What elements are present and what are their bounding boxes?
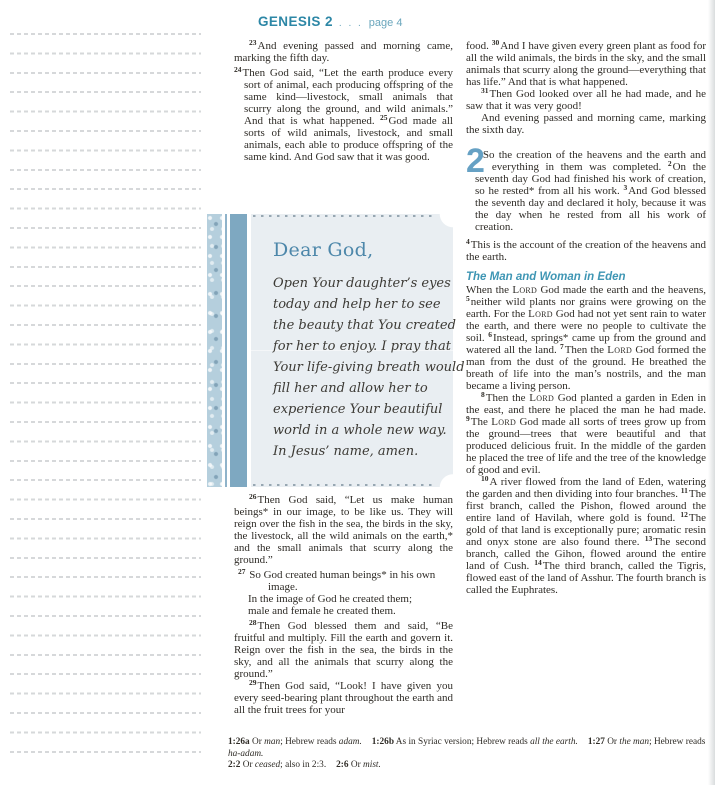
page-header-book: GENESIS 2 [258, 14, 333, 29]
verse-paragraph-8-9: $^8$Then the Lord God planted a garden in Eden in the east, and there he placed the man he had made. $^9$The Lord God made all sorts of trees grow up from the ground—trees that were beautiful and that produced delicious fruit. In the middle of the garden he placed the tree of life and the tree of the knowledge of good and evil. [466, 390, 706, 476]
footnotes [228, 737, 710, 772]
footnote-line: 1:26a Or man; Hebrew reads adam. 1:26b As in Syriac version; Hebrew reads all the earth. 1:27 Or the man; Hebrew reads ha-adam. [228, 737, 706, 759]
prayer-box-dotted-border-top [253, 215, 435, 217]
verse-paragraph-28: $^{28}$Then God blessed them and said, “Be fruitful and multiply. Fill the earth and govern it. Reign over the fish in the sea, the birds in the sky, and all the animals that scurry along the ground.” [234, 618, 453, 680]
prayer-box [207, 214, 465, 487]
verse-paragraph-5-7: When the Lord God made the earth and the heavens, $^5$neither wild plants nor grains were growing on the earth. For the Lord God had not yet sent rain to water the earth, and there were no people to cultivate the soil. $^6$Instead, springs* came up from the ground and watered all the land. $^7$Then the Lord God formed the man from the dust of the ground. He breathed the breath of life into the man’s nostrils, and the man became a living person. [466, 284, 707, 392]
verse-paragraph-evening: And evening passed and morning came, marking the sixth day. [466, 112, 706, 136]
left-column-lower [234, 494, 453, 716]
poetry-line: In the image of God he created them; [248, 593, 413, 605]
prayer-box-title: Dear God, [273, 239, 374, 261]
prayer-line: today and help her to see [273, 297, 441, 312]
verse-paragraph-4: $^4$This is the account of the creation of the heavens and the earth. [466, 237, 706, 263]
prayer-box-dotted-border-bottom [253, 484, 435, 486]
prayer-box-pattern-border [207, 214, 222, 487]
prayer-box-thin-rule [225, 214, 227, 487]
footnote-line: 2:2 Or ceased; also in 2:3. 2:6 Or mist. [228, 760, 381, 770]
poetry-line: male and female he created them. [248, 605, 396, 617]
verse-paragraph-23: $^{23}$And evening passed and morning came, marking the fifth day. [234, 38, 453, 64]
verse-paragraph-30: food. $^{30}$And I have given every green plant as food for all the wild animals, the birds in the sky, and the small animals that scurry along the ground—everything that has life.” And that is what happened. [466, 38, 707, 88]
prayer-line: Open Your daughter’s eyes [273, 276, 451, 291]
prayer-line: In Jesus’ name, amen. [273, 444, 419, 459]
prayer-box-body [251, 214, 465, 487]
verse-paragraph-26: $^{26}$Then God said, “Let us make human beings* in our image, to be like us. They will reign over the fish in the sea, the birds in the sky, the livestock, all the wild animals on the earth,* and the small animals that scurry along the ground.” [234, 492, 453, 566]
page-header-page-number: page 4 [368, 17, 403, 29]
prayer-box-blue-bar [230, 214, 247, 487]
prayer-line: the beauty that You created [273, 318, 456, 333]
chapter-2-number: 2 [466, 142, 485, 180]
margin-ruled-lines [7, 33, 201, 757]
chapter-2-block [466, 142, 707, 233]
verse-paragraph-24-25: $^{24}$Then God said, “Let the earth produce every sort of animal, each producing offspring of the same kind—livestock, small animals that scurry along the ground, and wild animals.” And that is what happened. $^{25}$God made all sorts of wild animals, livestock, and small animals, each able to produce offspring of the same kind. And God saw that it was good. [234, 65, 453, 163]
poetry-line: $^{27}$ So God created human beings* in his own image. [238, 567, 436, 593]
poetry-block-verse-27 [234, 569, 453, 617]
prayer-line: fill her and allow her to [273, 381, 428, 396]
page-edge-shadow [708, 0, 715, 785]
prayer-line: experience Your beautiful [273, 402, 443, 417]
page-header [258, 14, 402, 29]
chapter-2-opening-paragraph: So the creation of the heavens and the earth and everything in them was completed. $^2$On the seventh day God had finished his work of creation, so he rested* from all his work. $^3$And God blessed the seventh day and declared it holy, because it was the day when he rested from all his work of creation. [475, 149, 707, 233]
verse-paragraph-31: $^{31}$Then God looked over all he had made, and he saw that it was very good! [466, 86, 706, 112]
prayer-line: for her to enjoy. I pray that [273, 339, 451, 354]
left-column-upper [234, 40, 453, 163]
page-header-separator-dots: . . . [338, 18, 363, 29]
verse-paragraph-29: $^{29}$Then God said, “Look! I have given you every seed-bearing plant throughout the earth and all the fruit trees for your [234, 678, 453, 716]
prayer-box-text [273, 273, 465, 462]
section-heading: The Man and Woman in Eden [466, 271, 626, 283]
right-column [466, 40, 706, 596]
verse-paragraph-10-14: $^{10}$A river flowed from the land of Eden, watering the garden and then dividing into four branches. $^{11}$The first branch, called the Pishon, flowed around the entire land of Havilah, where gold is found. $^{12}$The gold of that land is exceptionally pure; aromatic resin and onyx stone are also found there. $^{13}$The second branch, called the Gihon, flowed around the entire land of Cush. $^{14}$The third branch, called the Tigris, flowed east of the land of Asshur. The fourth branch is called the Euphrates. [466, 474, 706, 596]
prayer-line: world in a whole new way. [273, 423, 447, 438]
prayer-line: Your life-giving breath would [273, 360, 465, 375]
